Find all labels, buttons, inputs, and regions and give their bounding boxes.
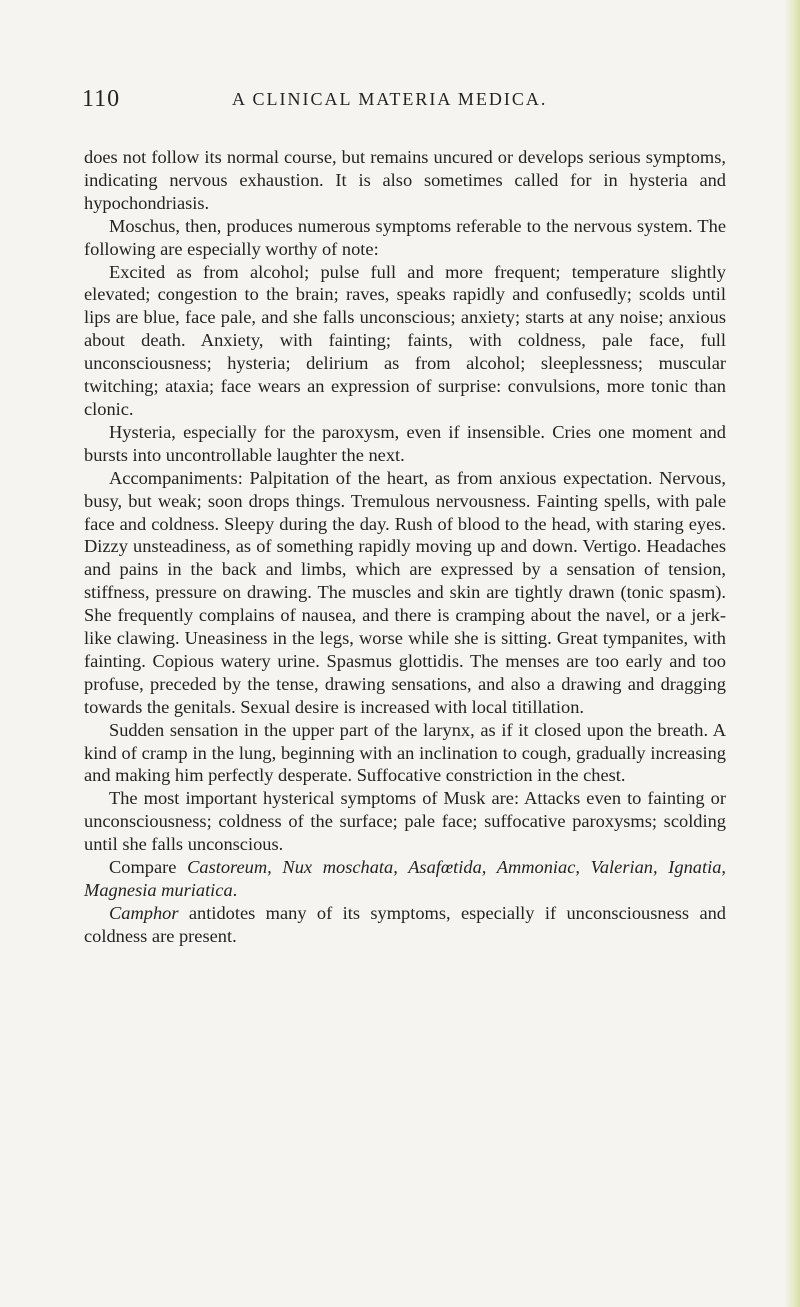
camphor-remedy: Camphor	[109, 902, 179, 923]
paragraph-compare	[84, 856, 726, 902]
paragraph-hysteria: Hysteria, especially for the paroxysm, even if insensible. Cries one moment and bursts into uncontrollable laughter the next.	[84, 421, 726, 465]
paragraph-excited-symptoms: Excited as from alcohol; pulse full and more frequent; temperature slightly elevated; congestion to the brain; raves, speaks rapidly and confusedly; scolds until lips are blue, face pale, and she falls unconscious; anxiety; starts at any noise; anxious about death. Anxiety, with fainting; faints, with coldness, pale face, full unconsciousness; hysteria; delirium as from alcohol; sleeplessness; muscular twitching; ataxia; face wears an expression of surprise: convulsions, more tonic than clonic.	[84, 261, 726, 419]
page-header	[82, 86, 722, 116]
paragraph-larynx: Sudden sensation in the upper part of the larynx, as if it closed upon the breath. A kind of cramp in the lung, beginning with an inclination to cough, gradually increasing and making him perfectly desperate. Suffocative constriction in the chest.	[84, 719, 726, 786]
running-head: A CLINICAL MATERIA MEDICA.	[232, 89, 548, 109]
paragraph-camphor	[84, 902, 726, 948]
page-edge-shading	[784, 0, 800, 1307]
paragraph-hysterical-symptoms: The most important hysterical symptoms of Musk are: Attacks even to fainting or unconsciousness; coldness of the surface; pale face; suffocative paroxysms; scolding until she falls unconscious.	[84, 788, 726, 855]
camphor-text: antidotes many of its symptoms, especially if unconsciousness and coldness are present.	[84, 902, 726, 946]
compare-prefix: Compare	[109, 857, 188, 878]
compare-suffix: .	[232, 880, 238, 900]
paragraph-accompaniments: Accompaniments: Palpitation of the heart, as from anxious expectation. Nervous, busy, but weak; soon drops things. Tremulous nervousness. Fainting spells, with pale face and coldness. Sleepy during the day. Rush of blood to the head, with staring eyes. Dizzy unsteadiness, as of something rapidly moving up and down. Vertigo. Headaches and pains in the back and limbs, which are expressed by a sensation of tension, stiffness, pressure on drawing. The muscles and skin are tightly drawn (tonic spasm). She frequently complains of nausea, and there is cramping about the navel, or a jerk-like clawing. Uneasiness in the legs, worse while she is sitting. Great tympanites, with fainting. Copious watery urine. Spasmus glottidis. The menses are too early and too profuse, preceded by the tense, drawing sensations, and also a drawing and dragging towards the genitals. Sexual desire is increased with local titillation.	[84, 467, 726, 717]
body-text	[84, 146, 726, 948]
compare-remedies: Castoreum, Nux moschata, Asafœtida, Ammoniac, Valerian, Ignatia, Magnesia muriatica	[84, 857, 726, 900]
paragraph-continuation: does not follow its normal course, but remains uncured or develops serious symptoms, indicating nervous exhaustion. It is also sometimes called for in hysteria and hypochondriasis.	[84, 147, 726, 213]
paragraph-moschus-intro: Moschus, then, produces numerous symptoms referable to the nervous system. The following are especially worthy of note:	[84, 215, 726, 259]
page-number: 110	[82, 86, 121, 112]
